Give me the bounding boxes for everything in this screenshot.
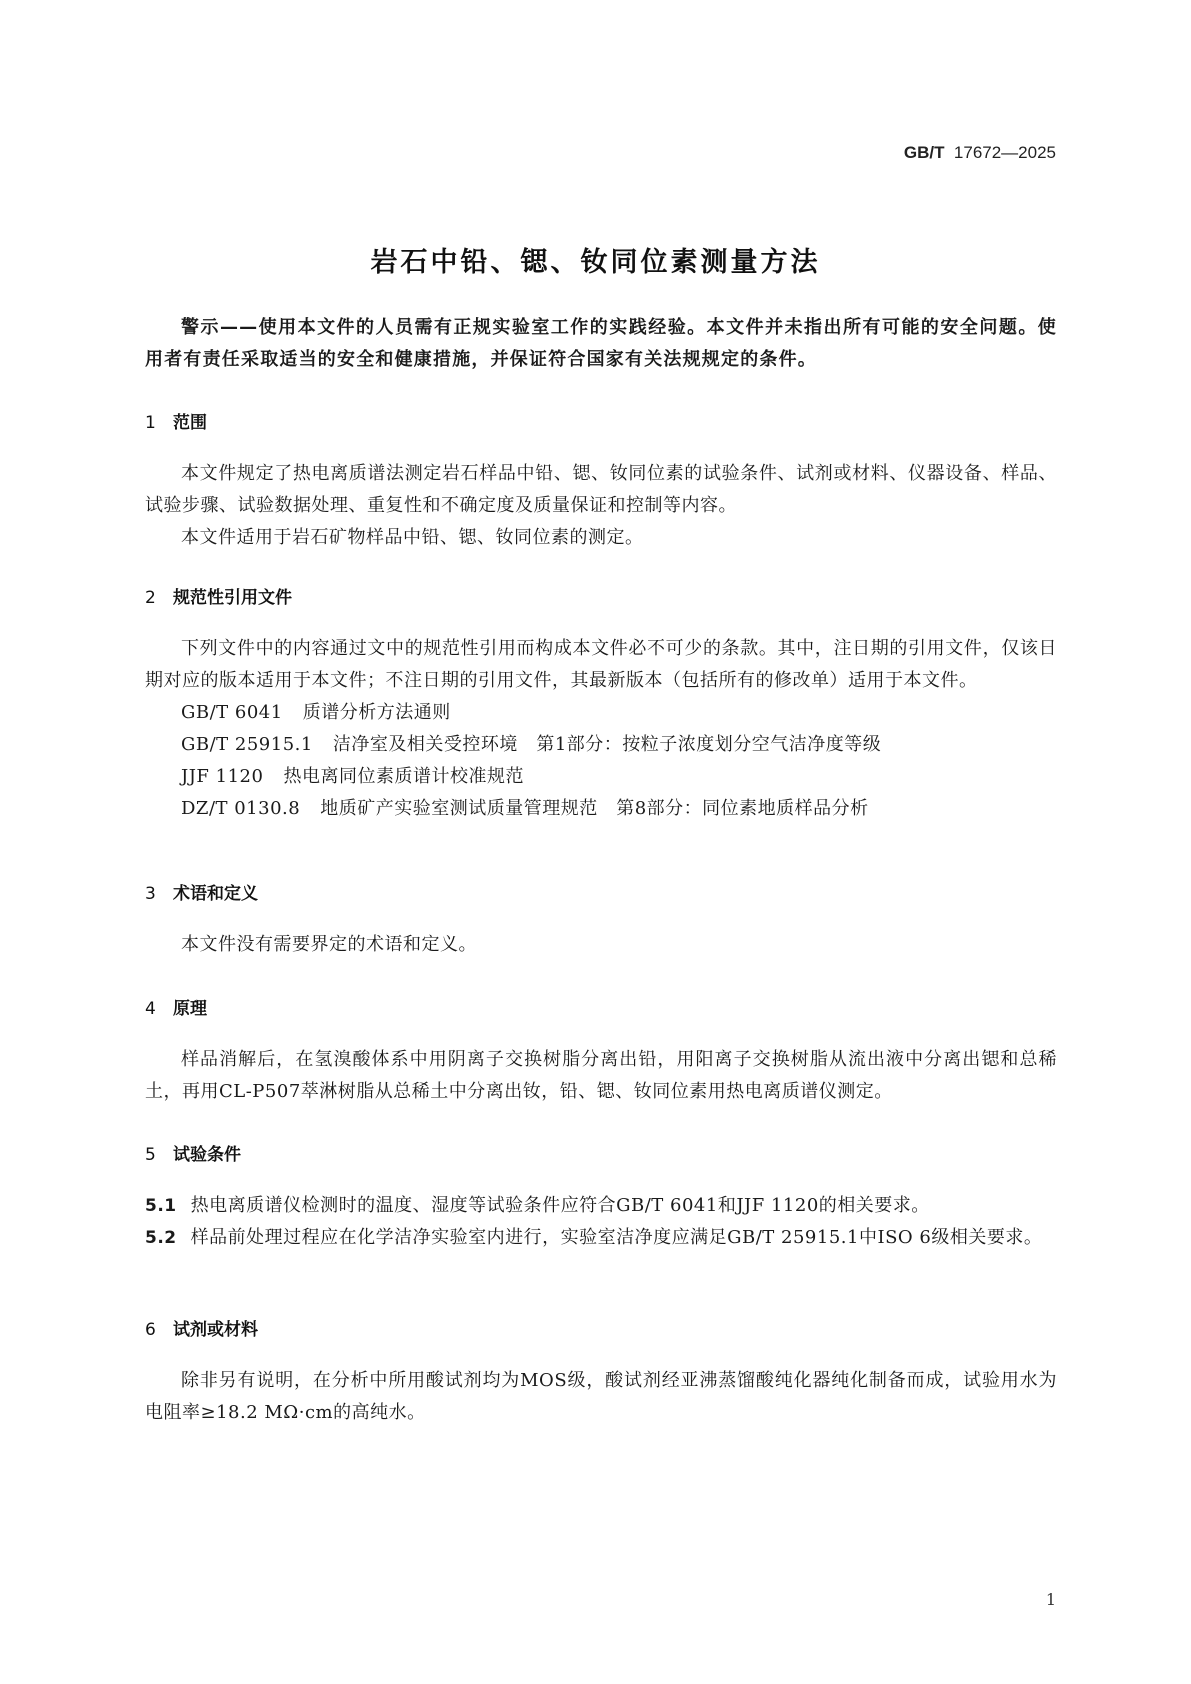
section-heading-reagents: [145, 1315, 258, 1340]
section-number: 2: [145, 588, 156, 608]
clause-text: 样品前处理过程应在化学洁净实验室内进行，实验室洁净度应满足GB/T 25915.1中ISO 6级相关要求。: [190, 1227, 1043, 1248]
warning-block: [145, 312, 1057, 376]
reference-code: DZ/T 0130.8: [181, 798, 301, 819]
reference-item: [145, 793, 1057, 825]
reference-title: 地质矿产实验室测试质量管理规范 第8部分：同位素地质样品分析: [320, 798, 869, 819]
section-heading-scope: [145, 408, 207, 433]
clause: [145, 1190, 1057, 1222]
reference-code: JJF 1120: [181, 766, 264, 787]
section-heading-terms: [145, 879, 258, 904]
clause-text: 热电离质谱仪检测时的温度、湿度等试验条件应符合GB/T 6041和JJF 1120的相关要求。: [190, 1195, 930, 1216]
section-body-terms: [145, 929, 1057, 961]
section-title: 试剂或材料: [173, 1320, 258, 1340]
section-body-normative-references: [145, 633, 1057, 825]
warning-text: 警示——使用本文件的人员需有正规实验室工作的实践经验。本文件并未指出所有可能的安全问题。使用者有责任采取适当的安全和健康措施，并保证符合国家有关法规规定的条件。: [145, 317, 1057, 370]
section-title: 范围: [173, 413, 207, 433]
section-number: 1: [145, 413, 156, 433]
reference-item: [145, 761, 1057, 793]
reference-code: GB/T 25915.1: [181, 734, 313, 755]
section-title: 原理: [173, 999, 207, 1019]
section-heading-normative-references: [145, 583, 292, 608]
reference-item: [145, 729, 1057, 761]
reference-item: [145, 697, 1057, 729]
section-number: 5: [145, 1145, 156, 1165]
reference-code: GB/T 6041: [181, 702, 283, 723]
section-number: 4: [145, 999, 156, 1019]
clause-number: 5.1: [145, 1196, 177, 1216]
section-heading-principle: [145, 994, 207, 1019]
section-title: 术语和定义: [173, 884, 258, 904]
standard-number: 17672—2025: [953, 143, 1056, 162]
paragraph: 下列文件中的内容通过文中的规范性引用而构成本文件必不可少的条款。其中，注日期的引用文件，仅该日期对应的版本适用于本文件；不注日期的引用文件，其最新版本（包括所有的修改单）适用于本文件。: [145, 638, 1057, 691]
section-body-reagents: [145, 1365, 1057, 1429]
clause-number: 5.2: [145, 1228, 177, 1248]
section-heading-test-conditions: [145, 1140, 241, 1165]
section-title: 试验条件: [173, 1145, 241, 1165]
reference-title: 洁净室及相关受控环境 第1部分：按粒子浓度划分空气洁净度等级: [332, 734, 882, 755]
standard-code: [904, 143, 1056, 163]
clause: [145, 1222, 1057, 1254]
section-body-scope: [145, 458, 1057, 554]
page-number: 1: [1045, 1590, 1056, 1609]
section-title: 规范性引用文件: [173, 588, 292, 608]
paragraph: 本文件没有需要界定的术语和定义。: [181, 934, 477, 955]
section-number: 3: [145, 884, 156, 904]
paragraph: 本文件规定了热电离质谱法测定岩石样品中铅、锶、钕同位素的试验条件、试剂或材料、仪器设备、样品、试验步骤、试验数据处理、重复性和不确定度及质量保证和控制等内容。: [145, 463, 1057, 516]
paragraph: 本文件适用于岩石矿物样品中铅、锶、钕同位素的测定。: [181, 527, 644, 548]
section-number: 6: [145, 1320, 156, 1340]
section-body-test-conditions: [145, 1190, 1057, 1254]
paragraph: 除非另有说明，在分析中所用酸试剂均为MOS级，酸试剂经亚沸蒸馏酸纯化器纯化制备而成，试验用水为电阻率≥18.2 MΩ·cm的高纯水。: [145, 1370, 1057, 1423]
paragraph: 样品消解后，在氢溴酸体系中用阴离子交换树脂分离出铅，用阳离子交换树脂从流出液中分离出锶和总稀土，再用CL-P507萃淋树脂从总稀土中分离出钕，铅、锶、钕同位素用热电离质谱仪测定。: [145, 1049, 1057, 1102]
standard-prefix: GB/T: [903, 143, 945, 162]
document-title: 岩石中铅、锶、钕同位素测量方法: [370, 247, 821, 278]
section-body-principle: [145, 1044, 1057, 1108]
reference-title: 质谱分析方法通则: [302, 702, 451, 723]
reference-title: 热电离同位素质谱计校准规范: [283, 766, 524, 787]
